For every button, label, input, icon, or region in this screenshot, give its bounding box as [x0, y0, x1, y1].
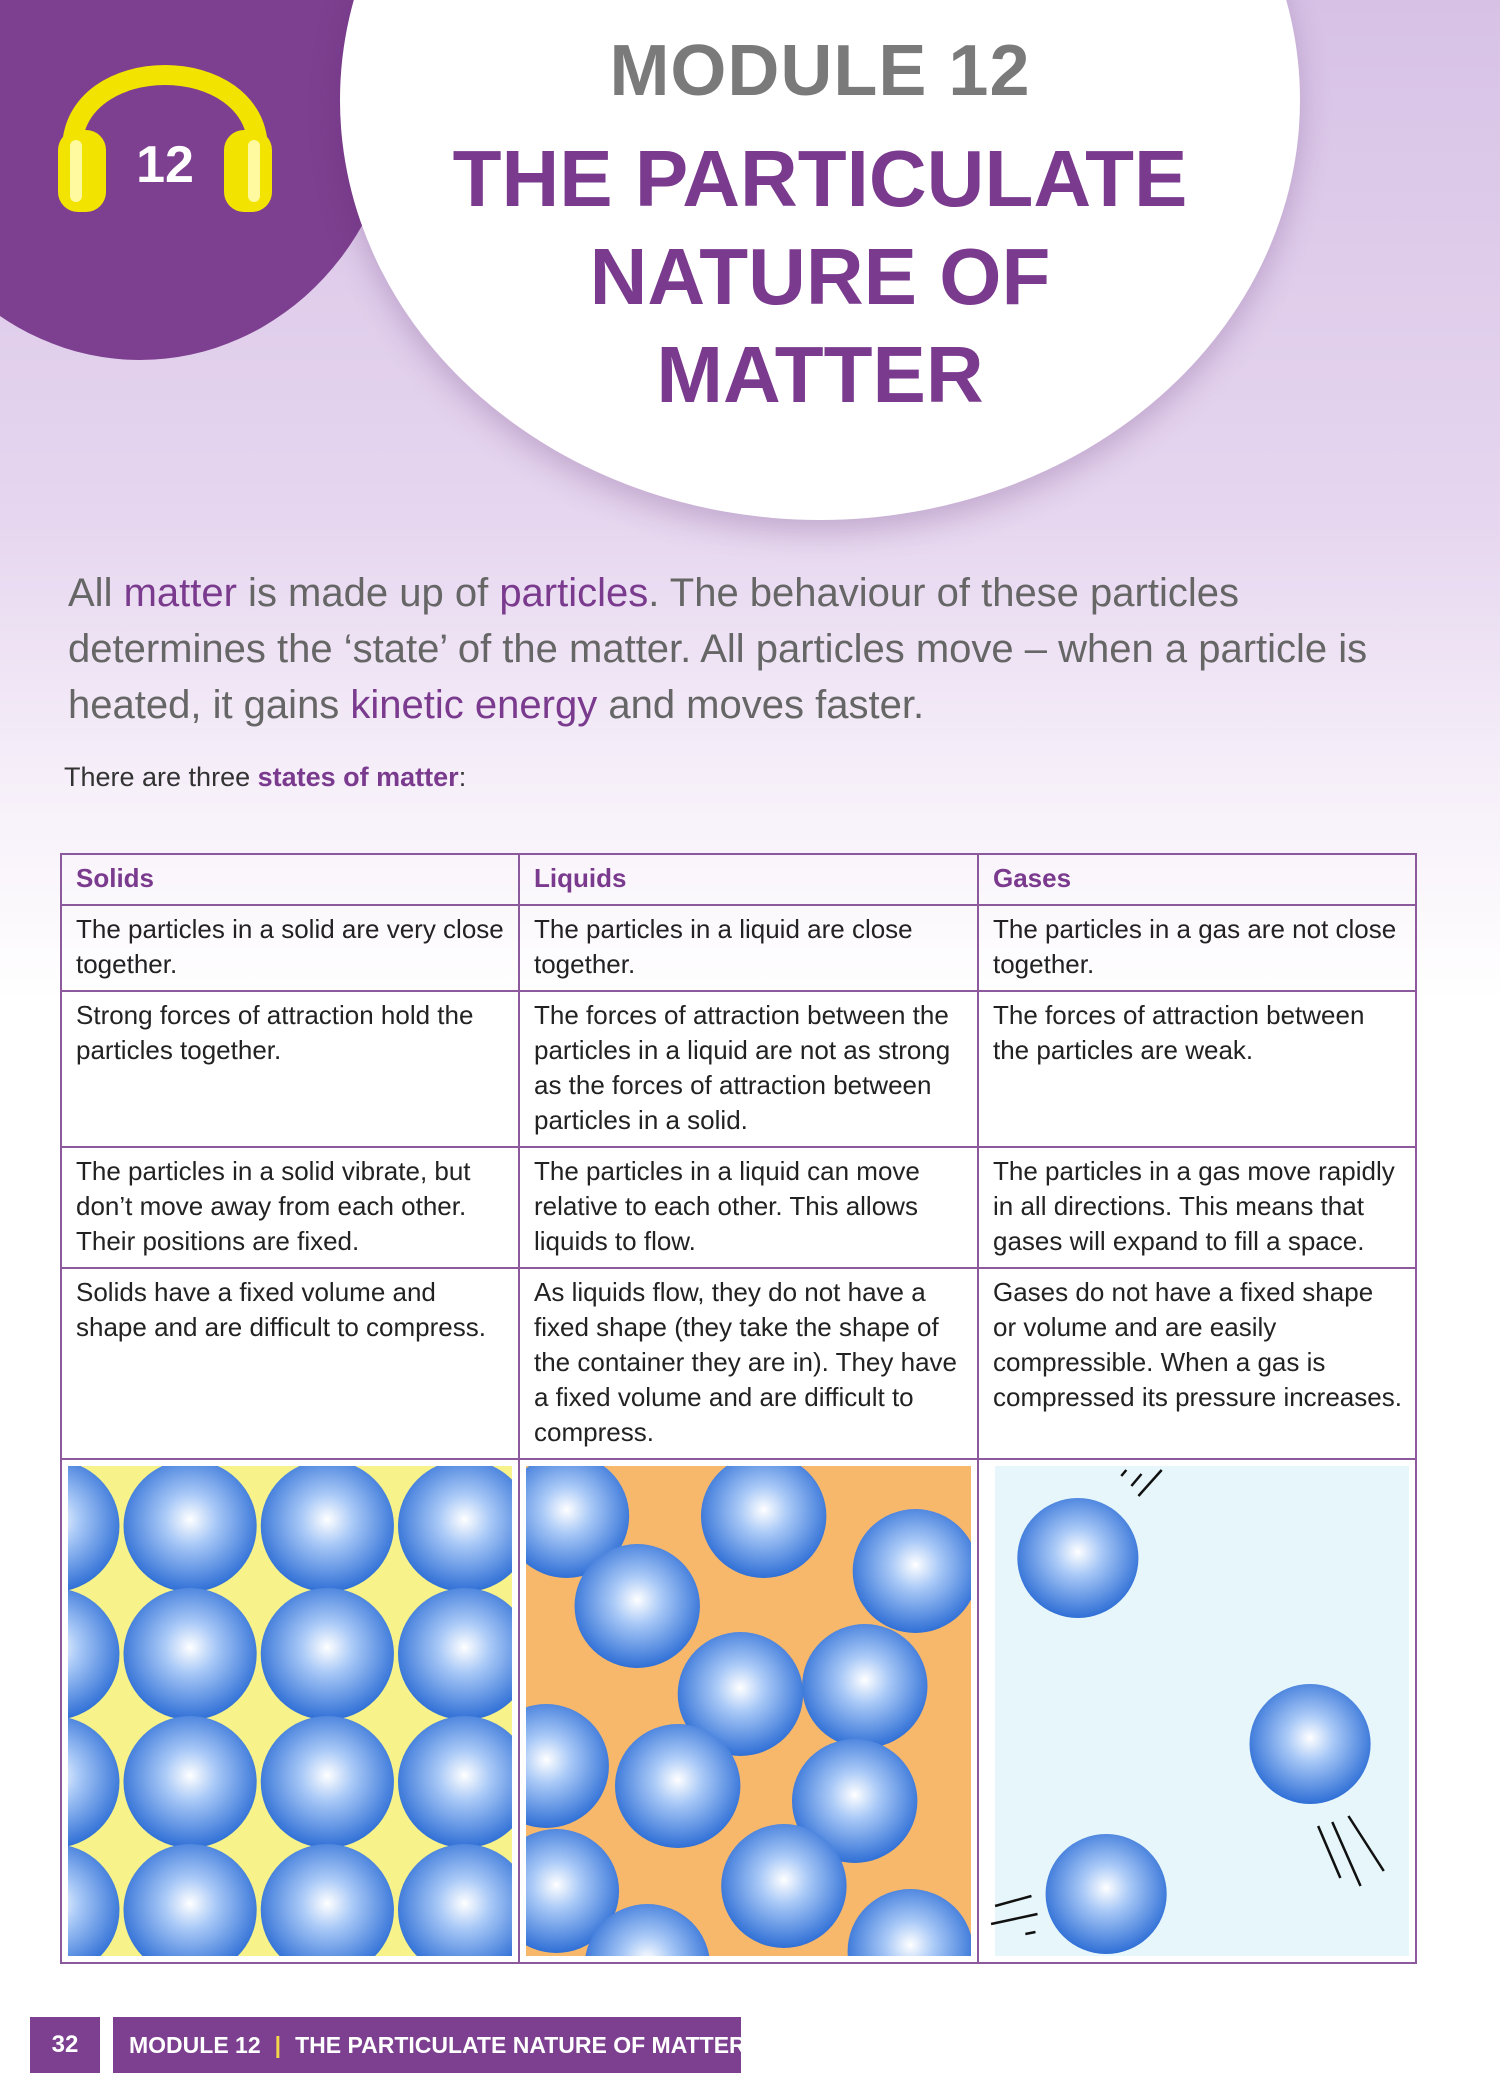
- page-title: [340, 130, 1300, 424]
- states-intro-keyword: states of matter: [257, 762, 459, 792]
- table-row: [61, 991, 1416, 1147]
- illustration-row: [61, 1459, 1416, 1963]
- table-cell: The forces of attraction between the particles are weak.: [978, 991, 1416, 1147]
- particle: [261, 1716, 394, 1848]
- states-intro-text: :: [458, 762, 467, 792]
- table-header-row: [61, 854, 1416, 905]
- table-row: [61, 905, 1416, 991]
- solid-illustration-cell: [61, 1459, 519, 1963]
- table-cell: The particles in a liquid are close together.: [519, 905, 978, 991]
- page-number: 32: [30, 2017, 100, 2073]
- header-liquids: Liquids: [519, 854, 978, 905]
- title-line: THE PARTICULATE: [452, 134, 1188, 223]
- states-intro: [64, 762, 466, 793]
- intro-text: All: [68, 571, 124, 615]
- gas-particle: [1046, 1834, 1167, 1954]
- gas-illustration-cell: [978, 1459, 1416, 1963]
- intro-paragraph: [68, 565, 1428, 733]
- particle: [261, 1588, 394, 1720]
- intro-keyword: kinetic energy: [350, 683, 598, 727]
- table-cell: The particles in a liquid can move relative to each other. This allows liquids to flow.: [519, 1147, 978, 1268]
- intro-text: and moves faster.: [597, 683, 925, 727]
- intro-keyword: matter: [123, 571, 237, 615]
- footer-title: THE PARTICULATE NATURE OF MATTER: [295, 2032, 746, 2058]
- title-line: MATTER: [656, 330, 984, 419]
- table-cell: The particles in a solid vibrate, but don’t move away from each other. Their positions are fixed.: [61, 1147, 519, 1268]
- particle: [124, 1716, 257, 1848]
- particle: [575, 1544, 700, 1668]
- intro-text: . The behaviour of these particles determines the ‘state’ of the matter. All particles move – when a particle is heated, it gains: [68, 571, 1368, 727]
- header-solids: Solids: [61, 854, 519, 905]
- table-cell: The forces of attraction between the particles in a liquid are not as strong as the forces of attraction between particles in a solid.: [519, 991, 978, 1147]
- particle: [615, 1724, 740, 1848]
- gas-particle: [1017, 1498, 1138, 1618]
- table-cell: As liquids flow, they do not have a fixed shape (they take the shape of the container they are in). They have a fixed volume and are difficult to compress.: [519, 1268, 978, 1459]
- particle: [721, 1824, 846, 1948]
- gas-particle: [1249, 1684, 1370, 1804]
- table-row: [61, 1147, 1416, 1268]
- table-row: [61, 1268, 1416, 1459]
- liquid-illustration-cell: [519, 1459, 978, 1963]
- footer-module: MODULE 12: [129, 2032, 261, 2058]
- table-cell: The particles in a solid are very close together.: [61, 905, 519, 991]
- running-footer: [113, 2017, 746, 2073]
- table-cell: Strong forces of attraction hold the particles together.: [61, 991, 519, 1147]
- states-intro-text: There are three: [64, 762, 258, 792]
- audio-track-number: 12: [136, 136, 194, 194]
- solid-particles-illustration: [68, 1466, 512, 1956]
- table-cell: Gases do not have a fixed shape or volume and are easily compressible. When a gas is compressed its pressure increases.: [978, 1268, 1416, 1459]
- intro-keyword: particles: [499, 571, 649, 615]
- particle: [124, 1466, 257, 1592]
- table-cell: The particles in a gas move rapidly in all directions. This means that gases will expand to fill a space.: [978, 1147, 1416, 1268]
- title-line: NATURE OF: [589, 232, 1051, 321]
- header-gases: Gases: [978, 854, 1416, 905]
- particle: [124, 1588, 257, 1720]
- states-of-matter-table: [60, 853, 1417, 1964]
- gas-particles-illustration: [985, 1466, 1409, 1956]
- table-cell: The particles in a gas are not close together.: [978, 905, 1416, 991]
- table-cell: Solids have a fixed volume and shape and are difficult to compress.: [61, 1268, 519, 1459]
- module-label: MODULE 12: [609, 31, 1031, 111]
- liquid-particles-illustration: [526, 1466, 971, 1956]
- footer-divider: |: [274, 2032, 282, 2058]
- particle: [261, 1466, 394, 1592]
- particle: [802, 1624, 927, 1748]
- intro-text: is made up of: [236, 571, 500, 615]
